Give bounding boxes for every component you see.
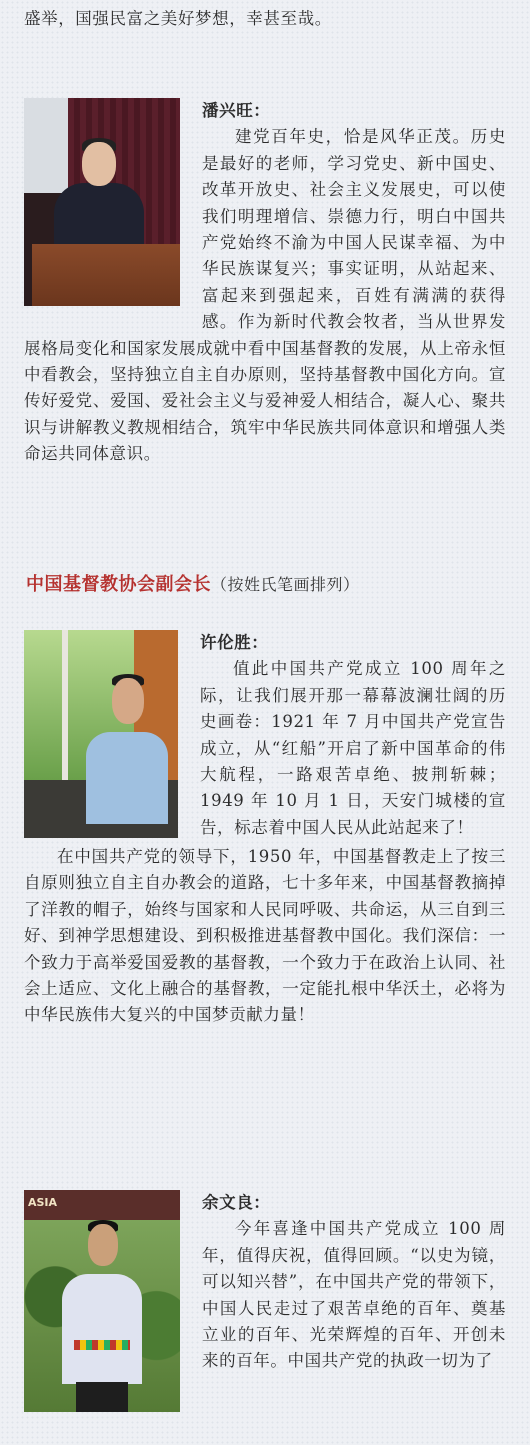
entry-body: 今年喜逢中国共产党成立 100 周年，值得庆祝，值得回顾。“以史为镜，可以知兴替”，在中国共产党的带领下，中国人民走过了艰苦卓绝的百年、奠基立业的百年、光荣辉煌的百年、开创未来的百年。中国共产党的执政一切为了 [202, 1219, 506, 1371]
entry-name: 潘兴旺： [202, 101, 271, 120]
entry-pan-xingwang [24, 98, 506, 468]
entry-body: 建党百年史，恰是风华正茂。历史是最好的老师，学习党史、新中国史、改革开放史、社会主义发展史，可以使我们明理增信、崇德力行，明白中国共产党始终不渝为中国人民谋幸福、为中华民族谋复兴；事实证明，从站起来、富起来到强起来，百姓有满满的获得感。作为新时代教会牧者，当从世界发展格局变化和国家发展成就中看中国基督教的发展，从上帝永恒中看教会，坚持独立自主自办原则，坚持基督教中国化方向。宣传好爱党、爱国、爱社会主义与爱神爱人相结合，凝人心、聚共识与讲解教义教规相结合，筑牢中华民族共同体意识和增强人类命运共同体意识。 [24, 127, 506, 464]
entry-xu-lunsheng [24, 630, 506, 1029]
entry-body-2: 在中国共产党的领导下，1950 年，中国基督教走上了按三自原则独立自主自办教会的道路，七十多年来，中国基督教摘掉了洋教的帽子，始终与国家和人民同呼吸、共命运，从三自到三好、到神学思想建设、到积极推进基督教中国化。我们深信：一个致力于高举爱国爱教的基督教，一个致力于在政治上认同、社会上适应、文化上融合的基督教，一定能扎根中华沃土，必将为中华民族伟大复兴的中国梦贡献力量！ [24, 847, 506, 1025]
speaker-at-podium-photo [24, 98, 180, 306]
section-title [26, 570, 360, 596]
entry-body: 值此中国共产党成立 100 周年之际，让我们展开那一幕幕波澜壮阔的历史画卷：1921 年 7 月中国共产党宣告成立，从“红船”开启了新中国革命的伟大航程，一路艰苦卓绝、披荆斩棘；1949 年 10 月 1 日，天安门城楼的宣告，标志着中国人民从此站起来了！ [200, 659, 506, 837]
section-title-note: （按姓氏笔画排列） [211, 575, 360, 594]
asia-logo: ASIA [28, 1196, 58, 1209]
man-blue-shirt-photo [24, 630, 178, 838]
entry-yu-wenliang [24, 1190, 506, 1418]
intro-tail-text: 盛举，国强民富之美好梦想，幸甚至哉。 [24, 9, 332, 28]
section-title-main: 中国基督教协会副会长 [26, 574, 211, 595]
man-ethnic-costume-photo [24, 1190, 180, 1412]
entry-name: 余文良： [202, 1193, 271, 1212]
entry-name: 许伦胜： [200, 633, 269, 652]
